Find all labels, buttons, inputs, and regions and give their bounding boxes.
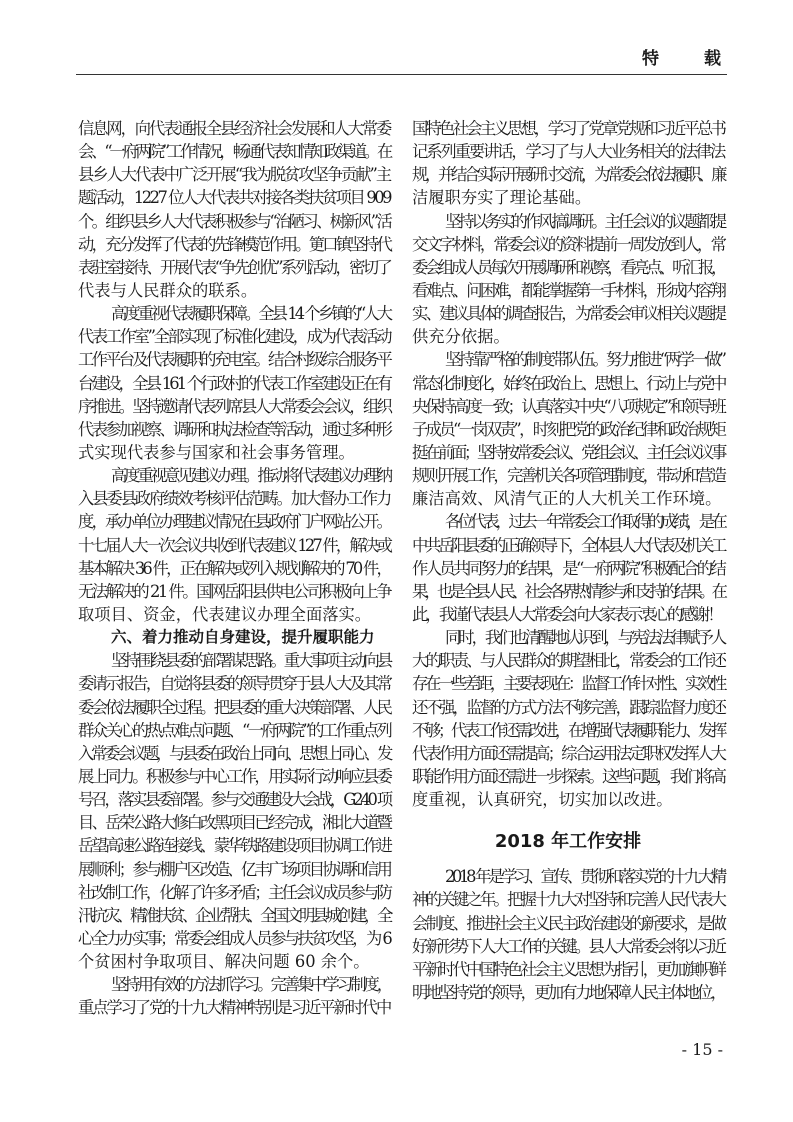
text-line: 平新时代中国特色社会主义思想为指引，更加旗帜鲜 bbox=[412, 959, 724, 979]
text-line: 委会组成人员每次开展调研和视察，看亮点、听汇报， bbox=[412, 257, 724, 277]
text-line: 供充分依据。 bbox=[412, 327, 510, 347]
text-line: 式实现代表参与国家和社会事务管理。 bbox=[78, 442, 355, 462]
paragraph bbox=[412, 626, 724, 811]
right-column bbox=[412, 117, 724, 1004]
text-line: 各位代表，过去一年常委会工作取得的成绩，是在 bbox=[445, 512, 724, 532]
text-line: 群众关心的热点难点问题、“一府两院”的工作重点列 bbox=[78, 720, 390, 740]
text-line: 常态化制度化，始终在政治上、思想上、行动上与党中 bbox=[412, 373, 724, 393]
text-line: 记系列重要讲话，学习了与人大业务相关的法律法 bbox=[412, 142, 724, 162]
text-line: 号召，落实县委部署。参与交通建设大会战，G240 项 bbox=[78, 790, 390, 810]
text-line: 存在一些差距，主要表现在：监督工作针对性、实效性 bbox=[412, 674, 724, 694]
text-line: 子成员“一岗双责”，时刻把党的政治纪律和政治规矩 bbox=[412, 419, 724, 439]
text-line: 岳望高速公路连接线、蒙华铁路建设项目协调工作进 bbox=[78, 836, 390, 856]
text-line: 委会依法履职全过程。把县委的重大决策部署、人民 bbox=[78, 697, 390, 717]
text-line: 中共岳阳县委的正确领导下，全体县人大代表及机关工 bbox=[412, 535, 724, 555]
paragraph bbox=[78, 302, 390, 464]
text-line: 基本解决 36 件，正在解决或列入规划解决的 70 件， bbox=[78, 558, 390, 578]
text-line: 重点学习了党的十九大精神特别是习近平新时代中 bbox=[78, 998, 390, 1018]
text-line: 会、“一府两院”工作情况，畅通代表知情知政渠道。在 bbox=[78, 142, 390, 162]
text-line: 信息网，向代表通报全县经济社会发展和人大常委 bbox=[78, 119, 390, 138]
text-line: 廉洁高效、风清气正的人大机关工作环境。 bbox=[412, 489, 722, 509]
text-line: 坚持以务实的作风搞调研。主任会议的议题都提 bbox=[445, 211, 724, 231]
text-line: 规则开展工作，完善机关各项管理制度，带动和营造 bbox=[412, 466, 724, 486]
text-line: 国特色社会主义思想，学习了党章党规和习近平总书 bbox=[412, 119, 724, 138]
text-line: 坚持用有效的方法抓学习。完善集中学习制度， bbox=[111, 975, 390, 995]
text-line: 入县委县政府绩效考核评估范畴。加大督办工作力 bbox=[78, 489, 390, 509]
text-line: 十七届人大一次会议共收到代表建议 127 件，解决或 bbox=[78, 535, 390, 555]
text-line: 县乡人大代表中广泛开展“我为脱贫攻坚争贡献”主 bbox=[78, 165, 390, 185]
paragraph bbox=[78, 464, 390, 626]
text-line: 代表作用方面还需提高；综合运用法定职权发挥人大 bbox=[412, 743, 724, 763]
text-line: 规，并结合实际开展研讨交流，为常委会依法履职、廉 bbox=[412, 165, 724, 185]
text-line: 代表工作室”全部实现了标准化建设，成为代表活动 bbox=[78, 327, 390, 347]
text-line: 展顺利；参与棚户区改造、亿丰广场项目协调和信用 bbox=[78, 859, 390, 879]
text-line: 2018 年是学习、宣传、贯彻和落实党的十九大精 bbox=[445, 867, 724, 887]
text-line: 汛抗灾、精准扶贫、企业帮扶、全国文明县城创建，全 bbox=[78, 905, 390, 925]
text-line: 还不强，监督的方式方法不够完善，跟踪监督力度还 bbox=[412, 697, 724, 717]
text-line: 果，也是全县人民、社会各界热情参与和支持的结果。在 bbox=[412, 581, 724, 601]
text-line: 好新形势下人大工作的关键。县人大常委会将以习近 bbox=[412, 936, 724, 956]
text-line: 同时，我们也清醒地认识到，与宪法法律赋予人 bbox=[445, 628, 724, 648]
text-line: 大的职责、与人民群众的期望相比，常委会的工作还 bbox=[412, 651, 724, 671]
text-line: 交文字材料，常委会议的资料提前一周发放到人，常 bbox=[412, 234, 724, 254]
text-line: 代表与人民群众的联系。 bbox=[78, 280, 258, 300]
text-line: 职能作用方面还需进一步探索。这些问题，我们将高 bbox=[412, 766, 724, 786]
text-line: 央保持高度一致；认真落实中央“八项规定”和领导班 bbox=[412, 396, 724, 416]
text-line: 展上同力。积极参与中心工作，用实际行动响应县委 bbox=[78, 766, 390, 786]
chapter-heading: 2018 年工作安排 bbox=[494, 831, 642, 853]
text-line: 实、建议具体的调查报告，为常委会审议相关议题提 bbox=[412, 304, 724, 324]
text-line: 坚持靠严格的制度带队伍。努力推进“两学一做” bbox=[445, 350, 724, 370]
text-line: 表驻室接待、开展代表“争先创优”系列活动，密切了 bbox=[78, 257, 390, 277]
text-line: 取项目、资金，代表建议办理全面落实。 bbox=[78, 604, 372, 624]
paragraph bbox=[412, 210, 724, 349]
page-number: - 15 - bbox=[681, 1040, 723, 1059]
paragraph bbox=[412, 510, 724, 626]
section-heading: 六、着力推动自身建设，提升履职能力 bbox=[111, 628, 375, 647]
paragraph bbox=[78, 649, 390, 973]
text-line: 序推进。坚持邀请代表列席县人大常委会会议，组织 bbox=[78, 396, 390, 416]
text-line: 明地坚持党的领导，更加有力地保障人民主体地位， bbox=[412, 982, 724, 1002]
text-line: 台建设，全县 161 个行政村的代表工作室建设正在有 bbox=[78, 373, 390, 393]
section-header-title: 特 载 bbox=[642, 49, 735, 69]
paragraph bbox=[412, 117, 724, 210]
left-column bbox=[78, 117, 390, 1019]
text-line: 不够；代表工作还需改进，在增强代表履职能力、发挥 bbox=[412, 720, 724, 740]
paragraph bbox=[78, 117, 390, 302]
text-line: 神的关键之年。把握十九大对坚持和完善人民代表大 bbox=[412, 890, 724, 910]
text-line: 目、岳荣公路大修白改黑项目已经完成，湘北大道暨 bbox=[78, 813, 390, 833]
text-line: 社改制工作，化解了许多矛盾；主任会议成员参与防 bbox=[78, 882, 390, 902]
text-line: 无法解决的 21 件。国网岳阳县供电公司积极向上争 bbox=[78, 581, 390, 601]
text-line: 看难点、问困难，都能掌握第一手材料，形成内容翔 bbox=[412, 280, 724, 300]
text-line: 题活动，1227 位人大代表共对接各类扶贫项目 909 bbox=[78, 188, 390, 208]
text-line: 心全力办实事；常委会组成人员参与扶贫攻坚，为 6 bbox=[78, 928, 390, 948]
text-line: 委请示报告，自觉将县委的领导贯穿于县人大及其常 bbox=[78, 674, 390, 694]
text-line: 挺在前面；坚持按常委会议、党组会议、主任会议议事 bbox=[412, 442, 724, 462]
paragraph bbox=[412, 865, 724, 1004]
text-line: 高度重视代表履职保障。全县 14 个乡镇的“人大 bbox=[111, 304, 390, 324]
text-line: 工作平台及代表履职的充电室。结合村级综合服务平 bbox=[78, 350, 390, 370]
text-line: 个。组织县乡人大代表积极参与“治陋习、树新风”活 bbox=[78, 211, 390, 231]
text-line: 代表参加视察、调研和执法检查等活动，通过多种形 bbox=[78, 419, 390, 439]
paragraph bbox=[78, 973, 390, 1019]
text-line: 高度重视意见建议办理。推动将代表建议办理纳 bbox=[111, 466, 390, 486]
text-line: 入常委会议题，与县委在政治上同向、思想上同心、发 bbox=[78, 743, 390, 763]
text-line: 坚持围绕县委的部署谋思路。重大事项主动向县 bbox=[111, 651, 390, 671]
text-line: 个贫困村争取项目、解决问题 60 余个。 bbox=[78, 952, 370, 972]
text-line: 此，我谨代表县人大常委会向大家表示衷心的感谢！ bbox=[412, 604, 721, 624]
paragraph bbox=[412, 348, 724, 510]
text-line: 作人员共同努力的结果，是“一府两院”积极配合的结 bbox=[412, 558, 724, 578]
text-line: 动，充分发挥了代表的先锋模范作用。筻口镇坚持代 bbox=[78, 234, 390, 254]
text-line: 会制度、推进社会主义民主政治建设的新要求，是做 bbox=[412, 913, 724, 933]
header-divider bbox=[76, 74, 727, 75]
text-line: 洁履职夯实了理论基础。 bbox=[412, 188, 592, 208]
text-line: 度重视，认真研究，切实加以改进。 bbox=[412, 790, 673, 810]
text-line: 度，承办单位办理建议情况在县政府门户网站公开。 bbox=[78, 512, 390, 532]
